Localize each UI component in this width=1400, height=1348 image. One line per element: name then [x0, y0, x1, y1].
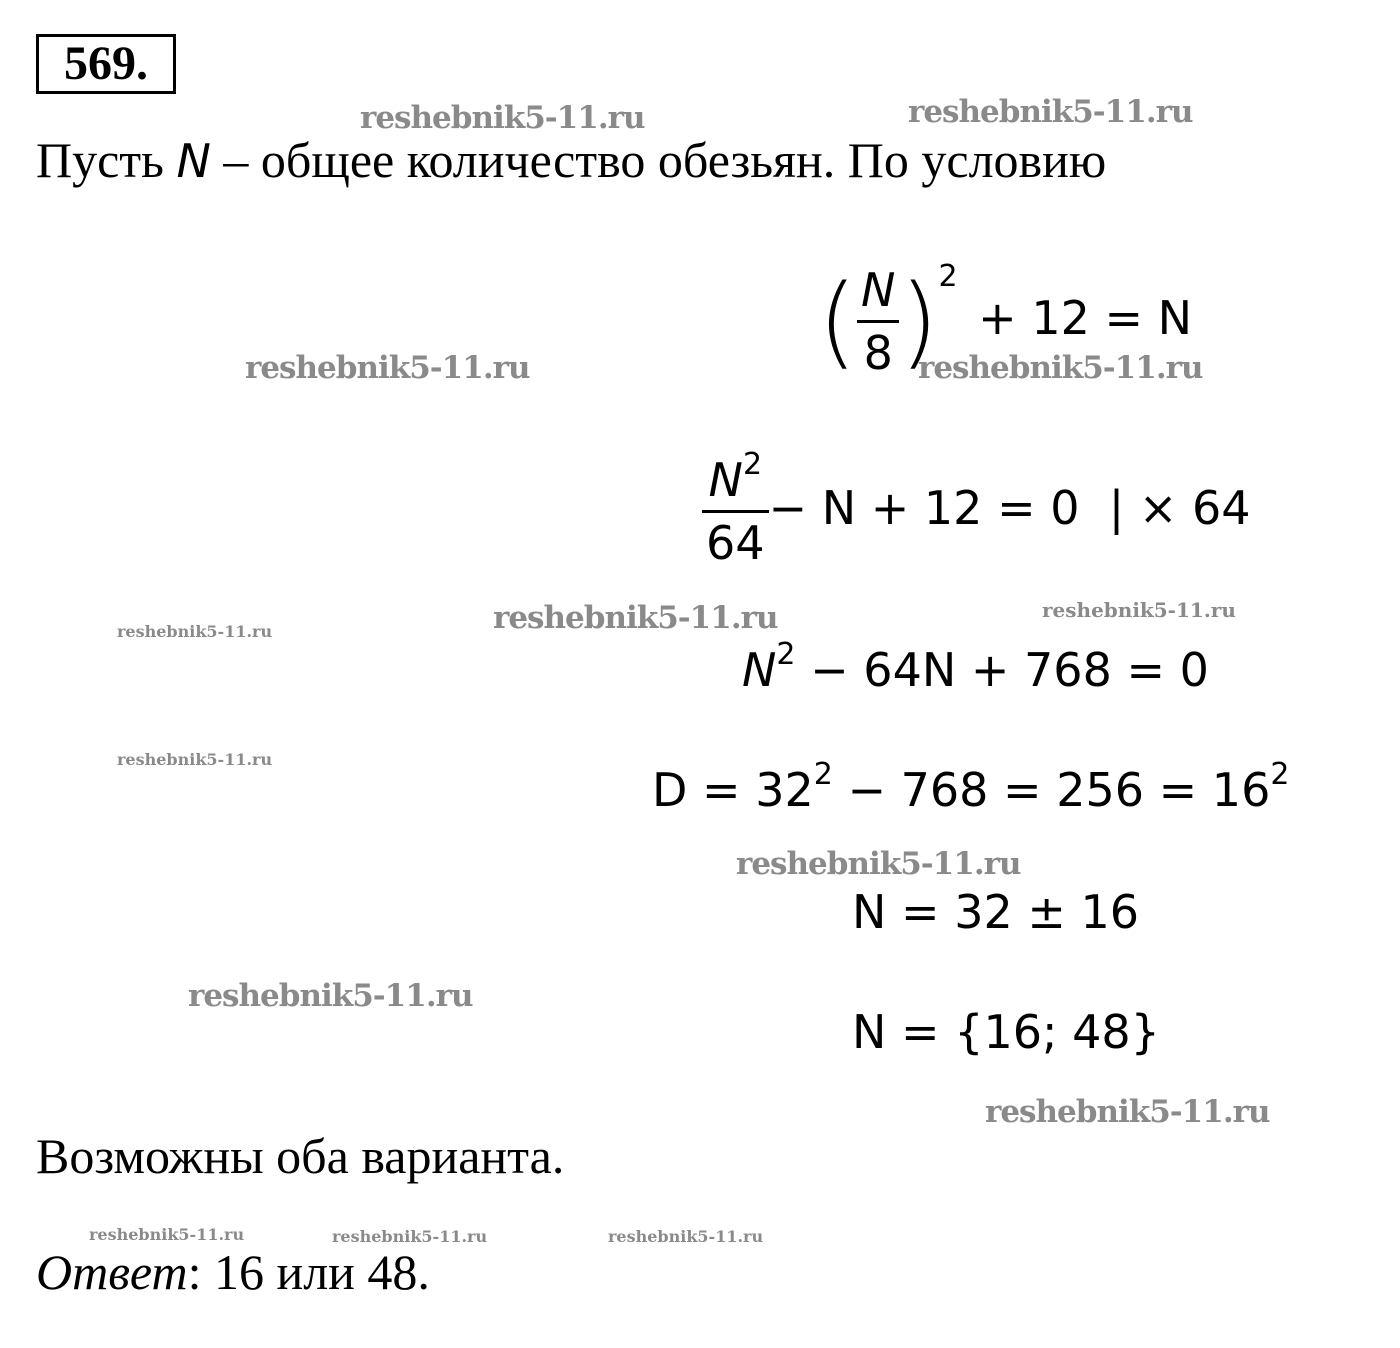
watermark: reshebnik5-11.ru: [1042, 598, 1236, 622]
watermark: reshebnik5-11.ru: [117, 622, 273, 641]
answer-label: Ответ: [36, 1244, 188, 1300]
intro-suffix: – общее количество обезьян. По условию: [210, 132, 1107, 188]
intro-prefix: Пусть: [36, 132, 177, 188]
answer-text: : 16 или 48.: [187, 1244, 430, 1300]
exponent: 2: [938, 259, 958, 294]
discriminant-lhs: D = 32: [652, 763, 814, 817]
fraction-bar: [857, 320, 899, 323]
exponent: 2: [742, 447, 763, 482]
fraction-denominator: 8: [863, 326, 893, 380]
problem-number: 569.: [36, 34, 176, 94]
equation-base: N: [742, 643, 777, 697]
fraction: [702, 447, 769, 571]
watermark: reshebnik5-11.ru: [908, 94, 1193, 130]
exponent: 2: [1270, 757, 1290, 792]
watermark: reshebnik5-11.ru: [117, 750, 273, 769]
watermark: reshebnik5-11.ru: [360, 100, 645, 136]
numerator-base: N: [708, 453, 743, 507]
answer-line: [36, 1242, 430, 1302]
watermark: reshebnik5-11.ru: [332, 1227, 488, 1246]
equation-1: [818, 259, 1193, 381]
watermark: reshebnik5-11.ru: [493, 600, 778, 636]
exponent: 2: [776, 637, 796, 672]
watermark: reshebnik5-11.ru: [985, 1094, 1270, 1130]
right-paren: ): [899, 262, 939, 380]
watermark: reshebnik5-11.ru: [918, 350, 1203, 386]
fraction-denominator: 64: [706, 516, 765, 570]
equation-5: N = 32 ± 16: [852, 885, 1140, 939]
equation-4: [652, 757, 1290, 818]
watermark: reshebnik5-11.ru: [608, 1227, 764, 1246]
fraction-numerator: N: [861, 263, 896, 317]
equation-rhs: − N + 12 = 0 | × 64: [768, 481, 1251, 535]
exponent: 2: [813, 757, 833, 792]
equation-rhs: + 12 = N: [978, 291, 1193, 345]
equation-3: [742, 637, 1209, 698]
fraction-bar: [702, 510, 769, 513]
left-paren: (: [818, 262, 858, 380]
watermark: reshebnik5-11.ru: [736, 846, 1021, 882]
intro-variable: N: [176, 134, 211, 188]
fraction-numerator: [702, 447, 769, 508]
intro-line: [36, 130, 1106, 191]
fraction: [857, 262, 899, 381]
equation-6: N = {16; 48}: [852, 1005, 1160, 1059]
watermark: reshebnik5-11.ru: [245, 350, 530, 386]
conclusion: Возможны оба варианта.: [36, 1128, 565, 1184]
equation-2: [702, 447, 1251, 571]
equation-rest: − 64N + 768 = 0: [795, 643, 1209, 697]
discriminant-middle: − 768 = 256 = 16: [832, 763, 1271, 817]
watermark: reshebnik5-11.ru: [188, 978, 473, 1014]
watermark: reshebnik5-11.ru: [89, 1225, 245, 1244]
